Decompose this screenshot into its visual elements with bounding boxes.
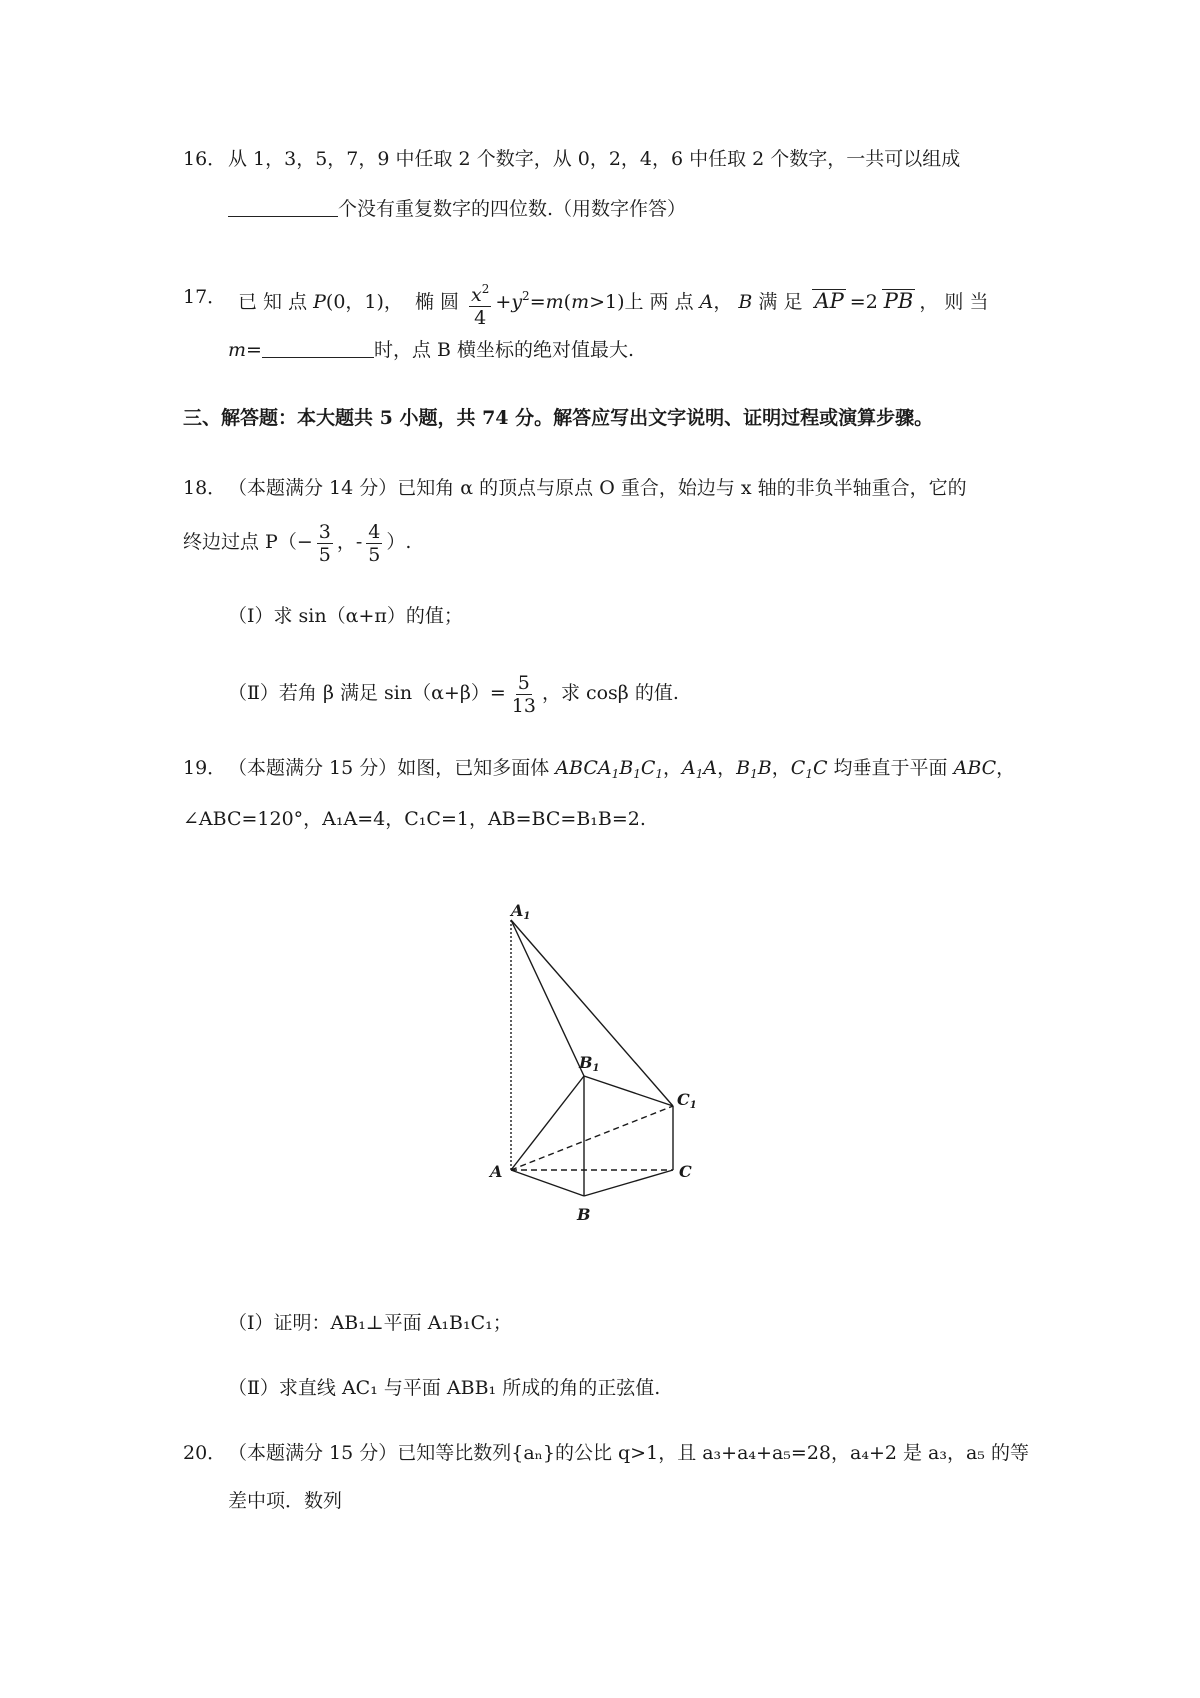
q16-text-line1: 从 1，3，5，7，9 中任取 2 个数字，从 0，2，4，6 中任取 2 个数字，一共可以组成 bbox=[228, 148, 961, 170]
q18-line2-pre: 终边过点 P（ bbox=[183, 531, 297, 553]
q18-line1: （本题满分 14 分）已知角 α 的顶点与原点 O 重合，始边与 x 轴的非负半轴重合，它的 bbox=[228, 477, 967, 499]
q17-frac-x: x bbox=[471, 283, 482, 306]
q17-line2 bbox=[228, 337, 634, 363]
polyhedron-figure bbox=[485, 890, 715, 1230]
q16-answer-blank bbox=[228, 198, 338, 217]
q17-satisfy: 满 足 bbox=[752, 291, 809, 313]
q17-eq: = bbox=[529, 291, 546, 313]
q20-number: 20． bbox=[183, 1442, 227, 1464]
q18-f3-num: 5 bbox=[517, 671, 530, 694]
q17-eq2: =2 bbox=[849, 291, 878, 313]
q18-f3-den: 13 bbox=[511, 694, 536, 717]
q19-line1: （本题满分 15 分）如图，已知多面体 $ABCA_1B_1C_1$，$A_1A$，$B_1B$，$C_1C$ 均垂直于平面 ABC， bbox=[228, 757, 1016, 781]
q17-ellipse-fraction bbox=[469, 278, 491, 329]
q17-frac-sup: 2 bbox=[481, 281, 490, 296]
q17-line2-m: m bbox=[228, 339, 247, 361]
q17-mid: 上 两 点 bbox=[624, 291, 700, 313]
q18-f2-den: 5 bbox=[368, 543, 381, 566]
q18-frac-3-5 bbox=[317, 521, 333, 566]
q19-line1-e: 均垂直于平面 bbox=[827, 757, 954, 779]
q17-vector-pb: PB bbox=[883, 289, 914, 313]
q17-number: 17． bbox=[183, 286, 227, 308]
q17-y-sup: 2 bbox=[522, 289, 530, 303]
q17-line2-rest: 时，点 B 横坐标的绝对值最大. bbox=[373, 339, 635, 361]
q19-line1-b: ， bbox=[663, 757, 683, 779]
q17-plus: + bbox=[495, 291, 512, 313]
q17-cond-m: m bbox=[571, 291, 590, 313]
q18-part2-pre: （Ⅱ）若角 β 满足 sin（α+β）= bbox=[228, 682, 506, 704]
q18-minus: − bbox=[296, 531, 313, 553]
edge-b-c bbox=[584, 1170, 673, 1196]
q16-text-line2 bbox=[228, 196, 686, 222]
q18-part2 bbox=[228, 665, 679, 721]
edge-a1-b1 bbox=[511, 920, 584, 1076]
q19-line1-c: ， bbox=[717, 757, 737, 779]
q17-comma: ， bbox=[713, 291, 733, 313]
q17-y: y bbox=[511, 291, 523, 313]
q17-line1 bbox=[238, 272, 988, 329]
q19-part2: （Ⅱ）求直线 AC₁ 与平面 ABB₁ 所成的角的正弦值. bbox=[228, 1377, 661, 1399]
q19-line1-d: ， bbox=[771, 757, 791, 779]
q17-frac-den: 4 bbox=[474, 306, 487, 329]
q20-line2: 差中项．数列 bbox=[228, 1490, 343, 1512]
q17-answer-blank bbox=[262, 339, 374, 358]
q17-B: B bbox=[738, 291, 753, 313]
q17-cond-open: ( bbox=[563, 291, 572, 313]
q18-frac-5-13 bbox=[510, 672, 538, 717]
q18-line2 bbox=[183, 514, 411, 570]
section3-heading: 三、解答题：本大题共 5 小题，共 74 分。解答应写出文字说明、证明过程或演算步骤。 bbox=[183, 407, 934, 429]
q17-A: A bbox=[699, 291, 714, 313]
q19-line1-f: ， bbox=[996, 757, 1016, 779]
label-c: C bbox=[679, 1162, 692, 1181]
label-c1: C1 bbox=[677, 1090, 697, 1111]
q17-ellipse-word: 椭 圆 bbox=[414, 291, 459, 313]
q19-line1-a: （本题满分 15 分）如图，已知多面体 bbox=[228, 757, 556, 779]
q17-vector-ap: AP bbox=[814, 289, 844, 313]
q18-frac-4-5 bbox=[366, 521, 382, 566]
q17-point-coord: (0，1)， bbox=[325, 291, 403, 313]
q18-part1: （Ⅰ）求 sin（α+π）的值； bbox=[228, 605, 463, 627]
q20-line1: （本题满分 15 分）已知等比数列{aₙ}的公比 q>1，且 a₃+a₄+a₅=28，a₄+2 是 a₃，a₅ 的等 bbox=[228, 1442, 1029, 1464]
q17-m: m bbox=[545, 291, 564, 313]
edge-a-b bbox=[511, 1170, 584, 1196]
q16-number: 16． bbox=[183, 148, 227, 170]
label-b: B bbox=[577, 1205, 591, 1224]
q19-line2: ∠ABC=120°，A₁A=4，C₁C=1，AB=BC=B₁B=2. bbox=[183, 808, 646, 830]
q17-point-p: P bbox=[313, 291, 326, 313]
q17-end: ， 则 当 bbox=[919, 291, 989, 313]
q18-f2-num: 4 bbox=[368, 520, 381, 543]
q18-number: 18． bbox=[183, 477, 227, 499]
q17-cond-close: >1) bbox=[589, 291, 625, 313]
q18-line2-end: ）. bbox=[386, 531, 412, 553]
q16-line2-text: 个没有重复数字的四位数.（用数字作答） bbox=[338, 198, 687, 220]
q19-part1: （Ⅰ）证明：AB₁⊥平面 A₁B₁C₁； bbox=[228, 1312, 512, 1334]
q17-line2-eq: = bbox=[246, 339, 262, 361]
q18-f1-num: 3 bbox=[318, 520, 331, 543]
label-a1: A1 bbox=[511, 901, 531, 922]
edge-b1-a bbox=[511, 1076, 584, 1170]
label-a: A bbox=[490, 1162, 503, 1181]
q18-sep: ，- bbox=[336, 531, 363, 553]
q18-f1-den: 5 bbox=[318, 543, 331, 566]
label-b1: B1 bbox=[579, 1053, 600, 1074]
q18-part2-end: ，求 cosβ 的值. bbox=[541, 682, 679, 704]
q17-pre: 已 知 点 bbox=[238, 291, 314, 313]
q19-number: 19． bbox=[183, 757, 227, 779]
